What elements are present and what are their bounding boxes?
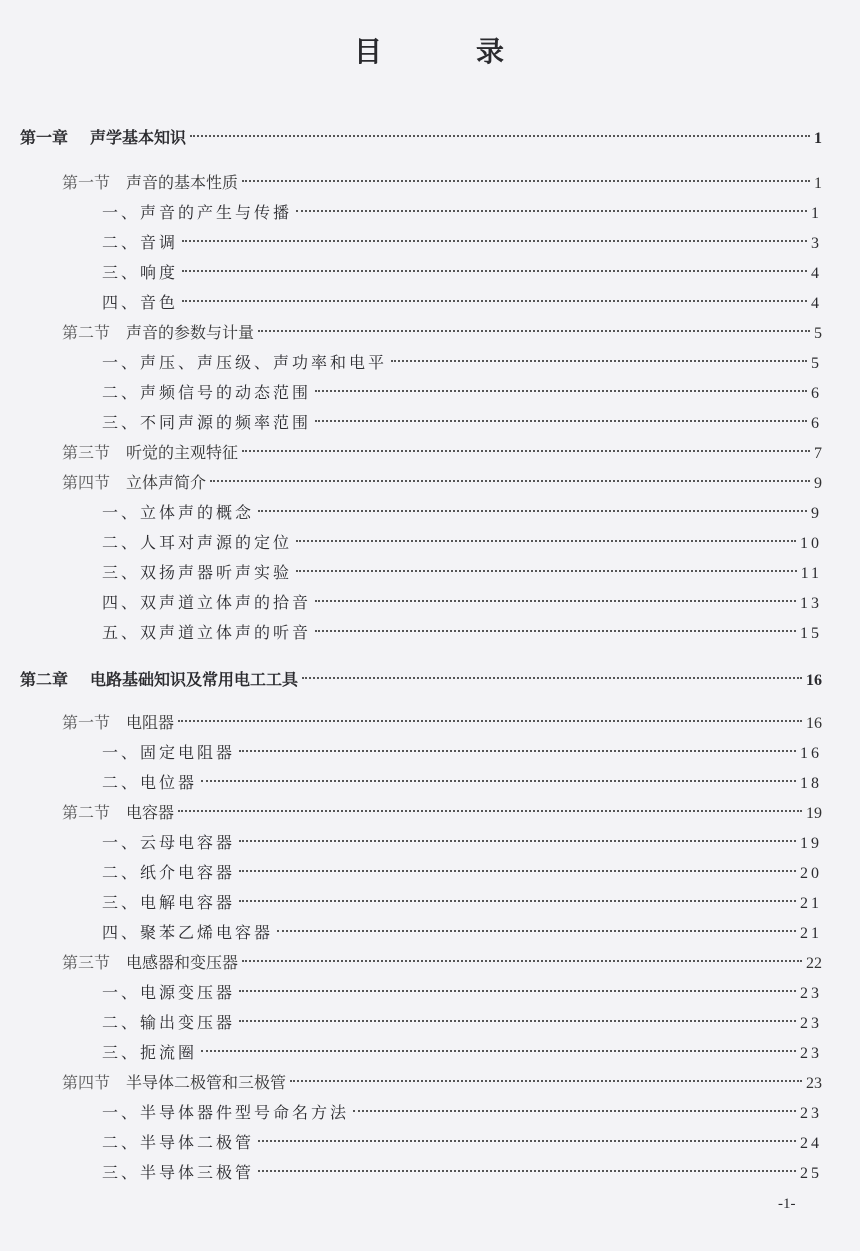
- page-ref: 16: [800, 745, 822, 762]
- dot-leader: [182, 300, 807, 302]
- item-title: 二、输出变压器: [102, 1013, 236, 1032]
- page-ref: 1: [811, 205, 822, 222]
- page-ref: 9: [814, 475, 822, 492]
- item-title: 二、人耳对声源的定位: [102, 533, 293, 552]
- toc-item-entry[interactable]: [20, 1098, 822, 1128]
- item-title: 二、电位器: [102, 773, 198, 792]
- page-ref: 18: [800, 775, 822, 792]
- item-title: 四、双声道立体声的拾音: [102, 593, 312, 612]
- page-ref: 5: [814, 325, 822, 342]
- page-ref: 23: [806, 1075, 822, 1092]
- dot-leader: [201, 780, 796, 782]
- dot-leader: [296, 210, 807, 212]
- section-title: 听觉的主观特征: [126, 443, 239, 462]
- item-title: 四、音色: [102, 293, 179, 312]
- page-ref: 23: [800, 1015, 822, 1032]
- dot-leader: [178, 720, 802, 722]
- chapter-number: 第一章: [20, 128, 69, 147]
- toc-item-entry[interactable]: [20, 1008, 822, 1038]
- toc-item-entry[interactable]: [20, 828, 822, 858]
- toc-item-entry[interactable]: [20, 228, 822, 258]
- page-ref: 1: [814, 130, 822, 147]
- item-title: 五、双声道立体声的听音: [102, 623, 312, 642]
- page-ref: 24: [800, 1135, 822, 1152]
- item-title: 二、半导体二极管: [102, 1133, 255, 1152]
- toc-item-entry[interactable]: [20, 588, 822, 618]
- dot-leader: [353, 1110, 796, 1112]
- title-char: 目: [353, 35, 384, 68]
- dot-leader: [258, 1170, 796, 1172]
- section-title: 电感器和变压器: [126, 953, 239, 972]
- page-ref: 25: [800, 1165, 822, 1182]
- item-title: 一、声音的产生与传播: [102, 203, 293, 222]
- section-number: 第二节: [62, 323, 111, 342]
- dot-leader: [182, 270, 807, 272]
- page-ref: 23: [800, 1045, 822, 1062]
- dot-leader: [210, 480, 810, 482]
- page-ref: 7: [814, 445, 822, 462]
- page-ref: 13: [800, 595, 822, 612]
- dot-leader: [296, 570, 797, 572]
- item-title: 二、声频信号的动态范围: [102, 383, 312, 402]
- dot-leader: [302, 677, 802, 679]
- page-ref: 11: [800, 565, 822, 582]
- dot-leader: [296, 540, 796, 542]
- toc-section-entry[interactable]: [20, 168, 822, 198]
- page-ref: 10: [800, 535, 822, 552]
- toc-item-entry[interactable]: [20, 258, 822, 288]
- page-ref: 19: [800, 835, 822, 852]
- table-of-contents: [20, 123, 822, 1188]
- page-ref: 16: [806, 672, 822, 689]
- dot-leader: [242, 180, 810, 182]
- toc-item-entry[interactable]: [20, 528, 822, 558]
- section-title: 电容器: [126, 803, 175, 822]
- dot-leader: [315, 630, 796, 632]
- page-ref: 23: [800, 1105, 822, 1122]
- toc-section-entry[interactable]: [20, 798, 822, 828]
- dot-leader: [290, 1080, 802, 1082]
- item-title: 一、声压、声压级、声功率和电平: [102, 353, 388, 372]
- page-ref: 4: [811, 265, 822, 282]
- title-char: 录: [476, 35, 507, 68]
- toc-item-entry[interactable]: [20, 858, 822, 888]
- page-ref: 3: [811, 235, 822, 252]
- toc-item-entry[interactable]: [20, 1038, 822, 1068]
- section-title: 声音的参数与计量: [126, 323, 255, 342]
- dot-leader: [239, 990, 796, 992]
- toc-chapter-entry[interactable]: [20, 123, 822, 153]
- page-title: [0, 30, 860, 70]
- dot-leader: [182, 240, 807, 242]
- dot-leader: [239, 900, 796, 902]
- toc-item-entry[interactable]: [20, 978, 822, 1008]
- item-title: 三、电解电容器: [102, 893, 236, 912]
- dot-leader: [258, 1140, 796, 1142]
- dot-leader: [201, 1050, 796, 1052]
- toc-item-entry[interactable]: [20, 1128, 822, 1158]
- toc-item-entry[interactable]: [20, 918, 822, 948]
- page-ref: 4: [811, 295, 822, 312]
- toc-item-entry[interactable]: [20, 558, 822, 588]
- item-title: 二、音调: [102, 233, 179, 252]
- dot-leader: [239, 870, 796, 872]
- section-number: 第四节: [62, 1073, 111, 1092]
- page-ref: 23: [800, 985, 822, 1002]
- toc-section-entry[interactable]: [20, 708, 822, 738]
- page-number: -1-: [778, 1196, 796, 1212]
- chapter-title: 电路基础知识及常用电工工具: [90, 670, 299, 689]
- dot-leader: [239, 750, 796, 752]
- toc-item-entry[interactable]: [20, 378, 822, 408]
- toc-item-entry[interactable]: [20, 1158, 822, 1188]
- item-title: 一、固定电阻器: [102, 743, 236, 762]
- item-title: 三、不同声源的频率范围: [102, 413, 312, 432]
- dot-leader: [242, 960, 802, 962]
- item-title: 四、聚苯乙烯电容器: [102, 923, 274, 942]
- item-title: 三、半导体三极管: [102, 1163, 255, 1182]
- toc-item-entry[interactable]: [20, 888, 822, 918]
- dot-leader: [178, 810, 802, 812]
- item-title: 一、云母电容器: [102, 833, 236, 852]
- item-title: 一、立体声的概念: [102, 503, 255, 522]
- chapter-number: 第二章: [20, 670, 69, 689]
- dot-leader: [190, 135, 810, 137]
- dot-leader: [239, 1020, 796, 1022]
- page-ref: 22: [806, 955, 822, 972]
- chapter-title: 声学基本知识: [90, 128, 187, 147]
- item-title: 三、扼流圈: [102, 1043, 198, 1062]
- toc-section-entry[interactable]: [20, 468, 822, 498]
- dot-leader: [315, 420, 807, 422]
- dot-leader: [239, 840, 796, 842]
- page-ref: 19: [806, 805, 822, 822]
- toc-item-entry[interactable]: [20, 768, 822, 798]
- section-title: 电阻器: [126, 713, 175, 732]
- section-number: 第三节: [62, 953, 111, 972]
- item-title: 二、纸介电容器: [102, 863, 236, 882]
- dot-leader: [242, 450, 810, 452]
- toc-section-entry[interactable]: [20, 438, 822, 468]
- page-ref: 20: [800, 865, 822, 882]
- toc-item-entry[interactable]: [20, 738, 822, 768]
- dot-leader: [315, 600, 796, 602]
- dot-leader: [258, 510, 807, 512]
- page-ref: 6: [811, 385, 822, 402]
- page-ref: 1: [814, 175, 822, 192]
- page-ref: 21: [800, 895, 822, 912]
- page-ref: 21: [800, 925, 822, 942]
- page-ref: 16: [806, 715, 822, 732]
- section-title: 半导体二极管和三极管: [126, 1073, 287, 1092]
- toc-item-entry[interactable]: [20, 288, 822, 318]
- dot-leader: [391, 360, 807, 362]
- toc-item-entry[interactable]: [20, 348, 822, 378]
- section-number: 第二节: [62, 803, 111, 822]
- item-title: 一、电源变压器: [102, 983, 236, 1002]
- page-ref: 6: [811, 415, 822, 432]
- toc-item-entry[interactable]: [20, 498, 822, 528]
- section-number: 第三节: [62, 443, 111, 462]
- toc-section-entry[interactable]: [20, 318, 822, 348]
- dot-leader: [277, 930, 796, 932]
- dot-leader: [315, 390, 807, 392]
- toc-item-entry[interactable]: [20, 408, 822, 438]
- page-ref: 9: [811, 505, 822, 522]
- toc-section-entry[interactable]: [20, 948, 822, 978]
- item-title: 三、响度: [102, 263, 179, 282]
- toc-item-entry[interactable]: [20, 618, 822, 648]
- section-title: 立体声简介: [126, 473, 207, 492]
- item-title: 三、双扬声器听声实验: [102, 563, 293, 582]
- section-number: 第四节: [62, 473, 111, 492]
- section-number: 第一节: [62, 173, 111, 192]
- page-ref: 5: [811, 355, 822, 372]
- toc-section-entry[interactable]: [20, 1068, 822, 1098]
- toc-item-entry[interactable]: [20, 198, 822, 228]
- toc-chapter-entry[interactable]: [20, 665, 822, 695]
- dot-leader: [258, 330, 810, 332]
- section-number: 第一节: [62, 713, 111, 732]
- page-ref: 15: [800, 625, 822, 642]
- section-title: 声音的基本性质: [126, 173, 239, 192]
- item-title: 一、半导体器件型号命名方法: [102, 1103, 350, 1122]
